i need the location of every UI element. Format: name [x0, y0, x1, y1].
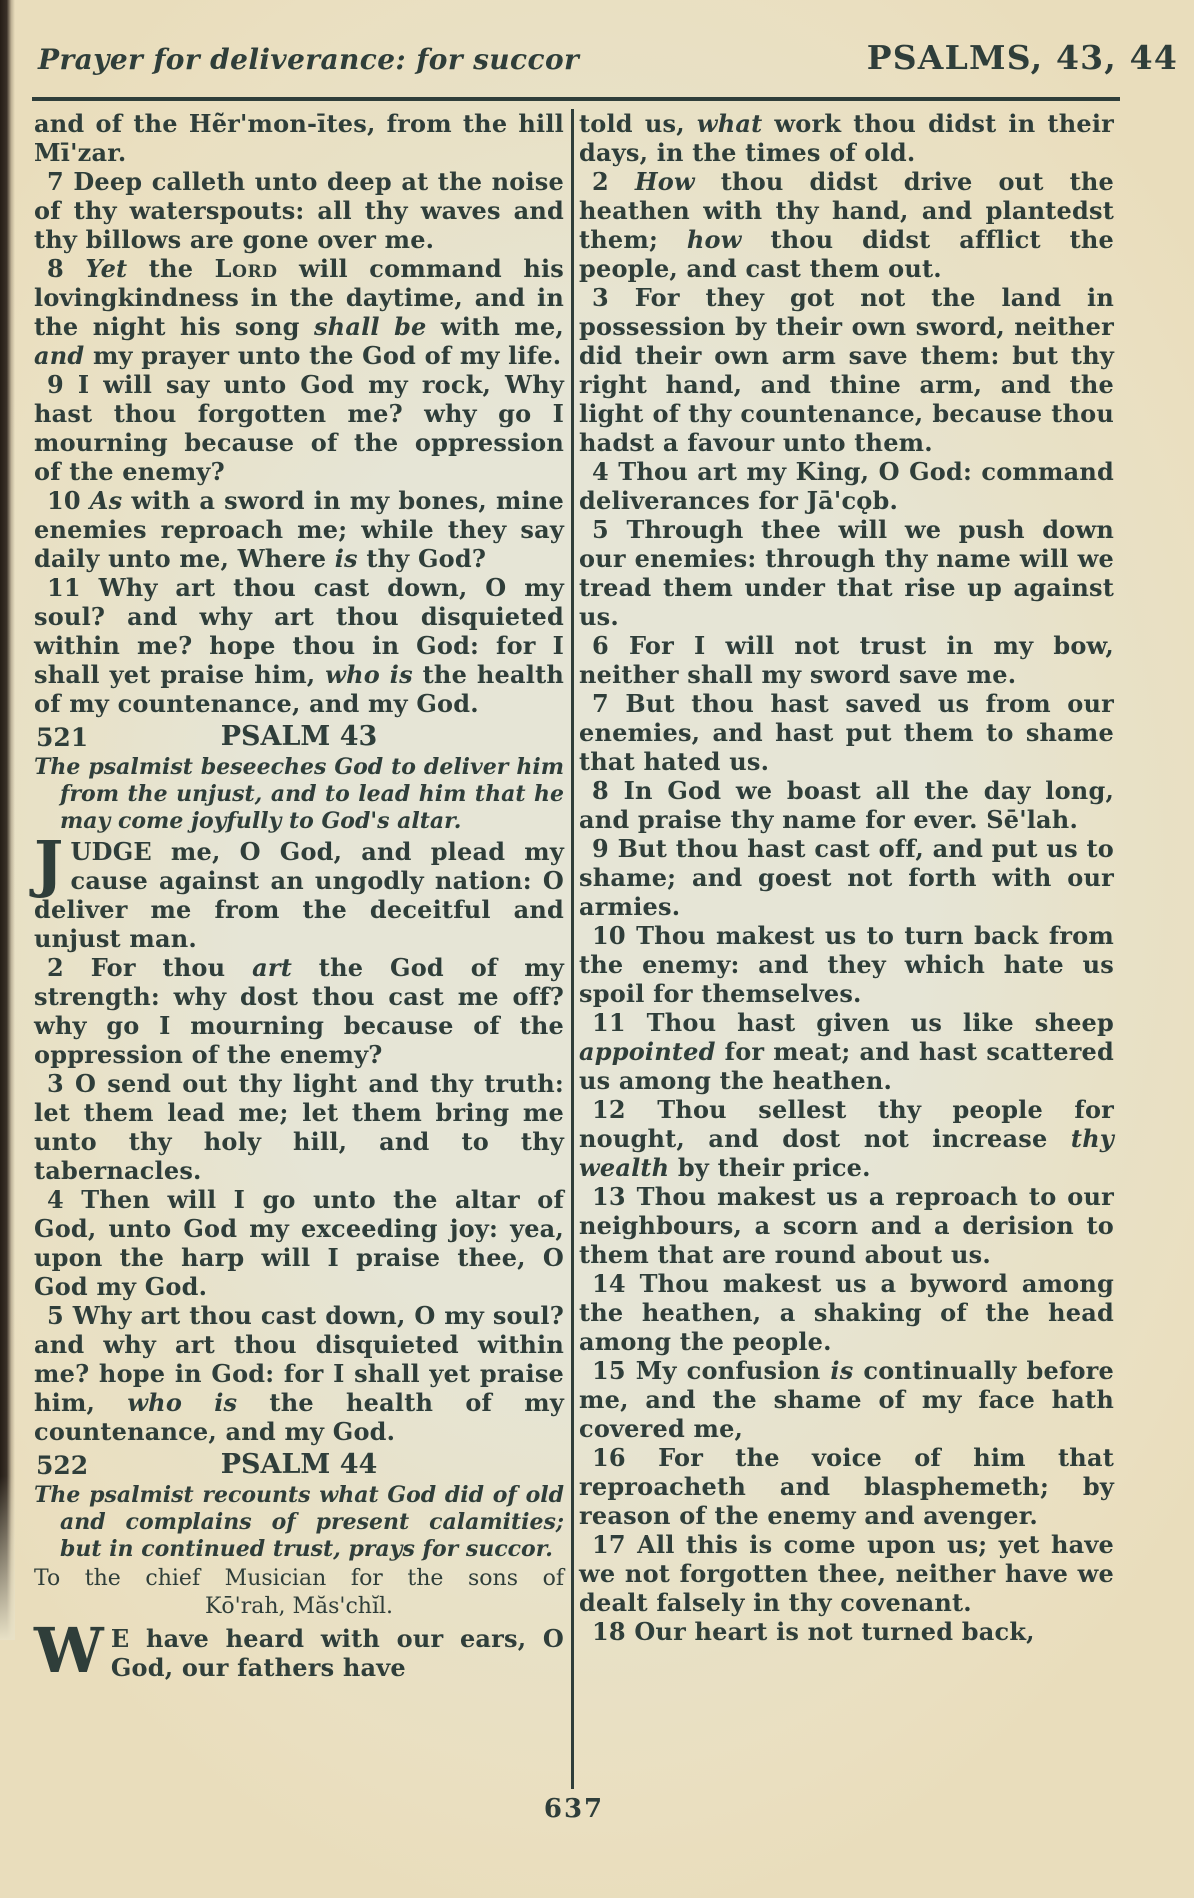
text-segment: 13 Thou makest us a reproach to our neighbours, a scorn and a derision to them that are round about us. [579, 1182, 1114, 1269]
right-column [579, 109, 1114, 1789]
text-segment: for meat; and hast scattered us among the heathen. [579, 1037, 1114, 1095]
page-number: 637 [543, 1794, 605, 1824]
text-segment: will command his lovingkindness in the daytime, and in the night his song [34, 254, 564, 341]
text-segment: with me, [426, 312, 564, 341]
text-segment: continually before me, and the shame of my face hath covered me, [579, 1356, 1114, 1443]
inscription-line: To the chief Musician for the sons of [34, 1566, 564, 1591]
psalm-sequence-number: 521 [36, 723, 89, 752]
verse-paragraph [34, 1069, 564, 1185]
text-segment: 7 Deep calleth unto deep at the noise of thy waterspouts: all thy waves and thy billows are gone over me. [34, 167, 564, 254]
page-footer [34, 1794, 1114, 1824]
text-segment: 10 [47, 486, 90, 515]
verse-paragraph [34, 1301, 564, 1446]
text-segment: work thou didst in their days, in the times of old. [579, 109, 1114, 167]
verse-paragraph [579, 834, 1114, 921]
text-segment: thy wealth [579, 1124, 1114, 1182]
psalm-summary [34, 1482, 564, 1563]
verse-paragraph [579, 776, 1114, 834]
text-segment: 18 Our heart is not turned back, [592, 1617, 1035, 1646]
text-segment: what [696, 109, 763, 138]
column-divider [571, 109, 574, 1789]
text-segment: 17 All this is come upon us; yet have we not forgotten thee, neither have we dealt falsely in thy covenant. [579, 1530, 1114, 1617]
drop-cap: J [34, 827, 64, 900]
text-segment: 16 For the voice of him that reproacheth and blasphemeth; by reason of the enemy and avenger. [579, 1443, 1114, 1530]
text-segment: 4 Then will I go unto the altar of God, unto God my exceeding joy: yea, upon the harp will I praise thee, O God my God. [34, 1185, 564, 1301]
text-segment: 3 For they got not the land in possession by their own sword, neither did their own arm save them: but thy right hand, and thine arm, and the light of thy countenance, because thou hadst a favour unto them. [579, 283, 1114, 457]
text-segment: As [89, 486, 123, 515]
text-segment: UDGE me, O God, and plead my cause against an ungodly nation: O deliver me from the deceitful and unjust man. [34, 837, 564, 953]
text-segment: the health of my countenance, and my God. [34, 660, 565, 718]
verse-paragraph [579, 1008, 1114, 1095]
left-column [34, 109, 564, 1789]
text-segment: 2 For thou [47, 953, 253, 982]
text-segment: who is [127, 1388, 238, 1417]
psalm-summary [34, 754, 564, 835]
verse-paragraph [579, 1356, 1114, 1443]
verse-paragraph [579, 457, 1114, 515]
text-segment: and of the Hẽr'mon-ītes, from the hill Mī'zar. [34, 109, 564, 167]
text-segment: is [334, 544, 358, 573]
text-segment: the health of my countenance, and my God. [34, 1388, 564, 1446]
verse-paragraph [579, 1182, 1114, 1269]
running-head-left: Prayer for deliverance: for succor [38, 43, 580, 76]
page-gutter-shadow [0, 0, 15, 1640]
text-segment: 10 Thou makest us to turn back from the enemy: and they which hate us spoil for themselves. [579, 921, 1114, 1008]
text-segment: how [686, 225, 742, 254]
inscription-line: Kō'rah, Măs'chĭl. [204, 1594, 394, 1619]
text-segment: the God of my strength: why dost thou cast me off? why go I mourning because of the oppression of the enemy? [34, 953, 565, 1069]
text-segment: 5 Through thee will we push down our enemies: through thy name will we tread them under that rise up against us. [579, 515, 1114, 631]
psalm-sequence-number: 522 [36, 1451, 89, 1480]
text-segment: my prayer unto the God of my life. [84, 341, 562, 370]
text-segment: is [830, 1356, 854, 1385]
text-segment: 7 But thou hast saved us from our enemies, and hast put them to shame that hated us. [579, 689, 1114, 776]
text-columns [34, 109, 1114, 1789]
text-segment: 9 But thou hast cast off, and put us to shame; and goest not forth with our armies. [579, 834, 1114, 921]
psalm-inscription [34, 1565, 564, 1621]
verse-paragraph [579, 515, 1114, 631]
text-segment: shall be [313, 312, 427, 341]
text-segment: appointed [579, 1037, 716, 1066]
running-head-right: PSALMS, 43, 44 [866, 38, 1178, 77]
text-segment: art [252, 953, 292, 982]
text-segment: 14 Thou makest us a byword among the heathen, a shaking of the head among the people. [579, 1269, 1114, 1356]
divine-name-smallcaps: Lord [214, 254, 278, 283]
verse-paragraph [579, 1443, 1114, 1530]
psalm-heading [34, 721, 564, 753]
text-segment: 12 Thou sellest thy people for nought, and dost not increase [579, 1095, 1114, 1153]
text-segment: E have heard with our ears, O God, our fathers have [110, 1624, 564, 1682]
text-segment: 2 [592, 167, 635, 196]
text-segment: the [127, 254, 215, 283]
verse-paragraph [34, 486, 564, 573]
verse-paragraph [34, 1185, 564, 1301]
text-segment: 15 My confusion [592, 1356, 831, 1385]
text-segment: and [34, 341, 85, 370]
text-segment: 5 Why art thou cast down, O my soul? and why art thou disquieted within me? hope in God: for I shall yet praise him, [34, 1301, 564, 1417]
verse-paragraph [34, 827, 564, 953]
verse-paragraph [579, 1269, 1114, 1356]
text-segment: who is [325, 660, 413, 689]
verse-paragraph [579, 283, 1114, 457]
verse-paragraph [34, 370, 564, 486]
text-segment: The psalmist beseeches God to deliver him from the unjust, and to lead him that he may come joyfully to God's altar. [34, 754, 564, 834]
text-segment: The psalmist recounts what God did of old and complains of present calamities; but in continued trust, prays for succor. [34, 1482, 564, 1562]
verse-paragraph [579, 631, 1114, 689]
text-segment: 11 Why art thou cast down, O my soul? and why art thou disquieted within me? hope thou in God: for I shall yet praise him, [34, 573, 564, 689]
text-segment: 6 For I will not trust in my bow, neither shall my sword save me. [579, 631, 1114, 689]
running-head [38, 38, 1178, 77]
verse-paragraph [34, 573, 564, 718]
psalm-title: PSALM 44 [220, 1449, 378, 1480]
text-segment: 11 Thou hast given us like sheep [592, 1008, 1114, 1037]
text-segment: by their price. [669, 1153, 871, 1182]
psalm-heading [34, 1449, 564, 1481]
verse-paragraph [579, 921, 1114, 1008]
text-segment: told us, [579, 109, 697, 138]
text-segment: 8 [47, 254, 86, 283]
verse-paragraph [579, 1530, 1114, 1617]
verse-paragraph [579, 689, 1114, 776]
verse-paragraph [579, 1095, 1114, 1182]
header-rule [32, 97, 1120, 101]
verse-paragraph [34, 167, 564, 254]
text-segment: 9 I will say unto God my rock, Why hast thou forgotten me? why go I mourning because of the oppression of the enemy? [34, 370, 564, 486]
text-segment: 3 O send out thy light and thy truth: let them lead me; let them bring me unto thy holy hill, and to thy tabernacles. [34, 1069, 564, 1185]
verse-paragraph [34, 254, 564, 370]
text-segment: thy God? [357, 544, 487, 573]
text-segment: 4 Thou art my King, O God: command deliverances for Jā'cǫb. [579, 457, 1114, 515]
verse-paragraph [34, 1614, 564, 1687]
verse-paragraph [34, 109, 564, 167]
text-segment: How [634, 167, 695, 196]
verse-paragraph [579, 109, 1114, 167]
text-segment: 8 In God we boast all the day long, and praise thy name for ever. Sē'lah. [579, 776, 1114, 834]
psalm-title: PSALM 43 [220, 721, 378, 752]
verse-paragraph [579, 1617, 1114, 1646]
text-segment: thou didst drive out the heathen with thy hand, and plantedst them; [579, 167, 1114, 254]
verse-paragraph [579, 167, 1114, 283]
verse-paragraph [34, 953, 564, 1069]
text-segment: with a sword in my bones, mine enemies reproach me; while they say daily unto me, Where [34, 486, 565, 573]
drop-cap: W [34, 1614, 104, 1687]
text-segment: Yet [85, 254, 128, 283]
text-segment: thou didst afflict the people, and cast them out. [579, 225, 1114, 283]
